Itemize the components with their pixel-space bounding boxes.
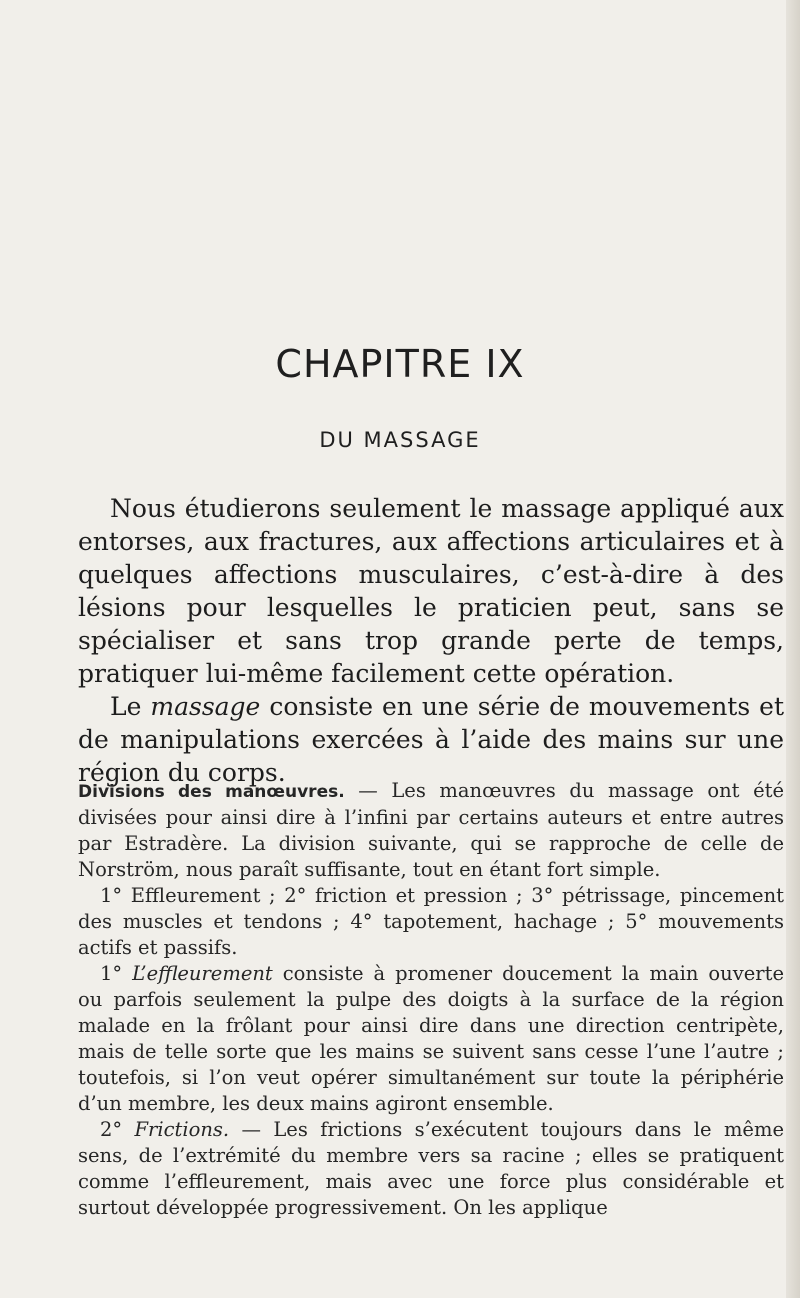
divisions-paragraph-3 — [78, 961, 784, 1117]
divisions-p3-lead: 1° — [100, 962, 133, 985]
intro-paragraph-1: Nous étudierons seulement le massage appliqué aux entorses, aux fractures, aux affections articulaires et à quelques affections musculaires, c’est-à-dire à des lésions pour lesquelles le praticien peut, sans se spécialiser et sans trop grande perte de temps, pratiquer lui-même facilement cette opération. — [78, 494, 784, 688]
divisions-rubric: Divisions des manœuvres. — [78, 782, 345, 802]
divisions-p1-text: — Les manœuvres du massage ont été divisées pour ainsi dire à l’infini par certains auteurs et entre autres par Estradère. La division suivante, qui se rapproche de celle de Norström, nous paraît suffisante, tout en étant fort simple. — [78, 779, 784, 881]
term-effleurement: L’effleurement — [132, 962, 273, 985]
intro-text — [78, 492, 784, 789]
term-massage: massage — [150, 692, 261, 721]
intro-paragraph-2 — [78, 690, 784, 789]
divisions-paragraph-2: 1° Effleurement ; 2° friction et pression ; 3° pétrissage, pincement des muscles et tendons ; 4° tapotement, hachage ; 5° mouvements actifs et passifs. — [78, 884, 784, 959]
divisions-paragraph-4 — [78, 1117, 784, 1221]
section-title: DU MASSAGE — [319, 428, 481, 452]
divisions-p4-rest: — Les frictions s’exécutent toujours dans le même sens, de l’extrémité du membre vers sa racine ; elles se pratiquent comme l’effleurement, mais avec une force plus considérable et surtout développée progressivement. On les applique — [78, 1118, 785, 1219]
divisions-text — [78, 778, 784, 1221]
divisions-paragraph-1 — [78, 778, 784, 883]
intro-p2-lead: Le — [110, 692, 151, 721]
term-frictions: Frictions. — [134, 1118, 230, 1141]
chapter-title: CHAPITRE IX — [275, 342, 525, 386]
intro-p2-rest: consiste en une série de mouvements et de manipulations exercées à l’aide des mains sur une région du corps. — [78, 692, 784, 787]
divisions-p3-rest: consiste à promener doucement la main ouverte ou parfois seulement la pulpe des doigts à la surface de la région malade en la frôlant pour ainsi dire dans une direction centripète, mais de telle sorte que les mains se suivent sans cesse l’une l’autre ; toutefois, si l’on veut opérer simultanément sur toute la périphérie d’un membre, les deux mains agiront ensemble. — [78, 962, 784, 1115]
divisions-p4-lead: 2° — [100, 1118, 135, 1141]
